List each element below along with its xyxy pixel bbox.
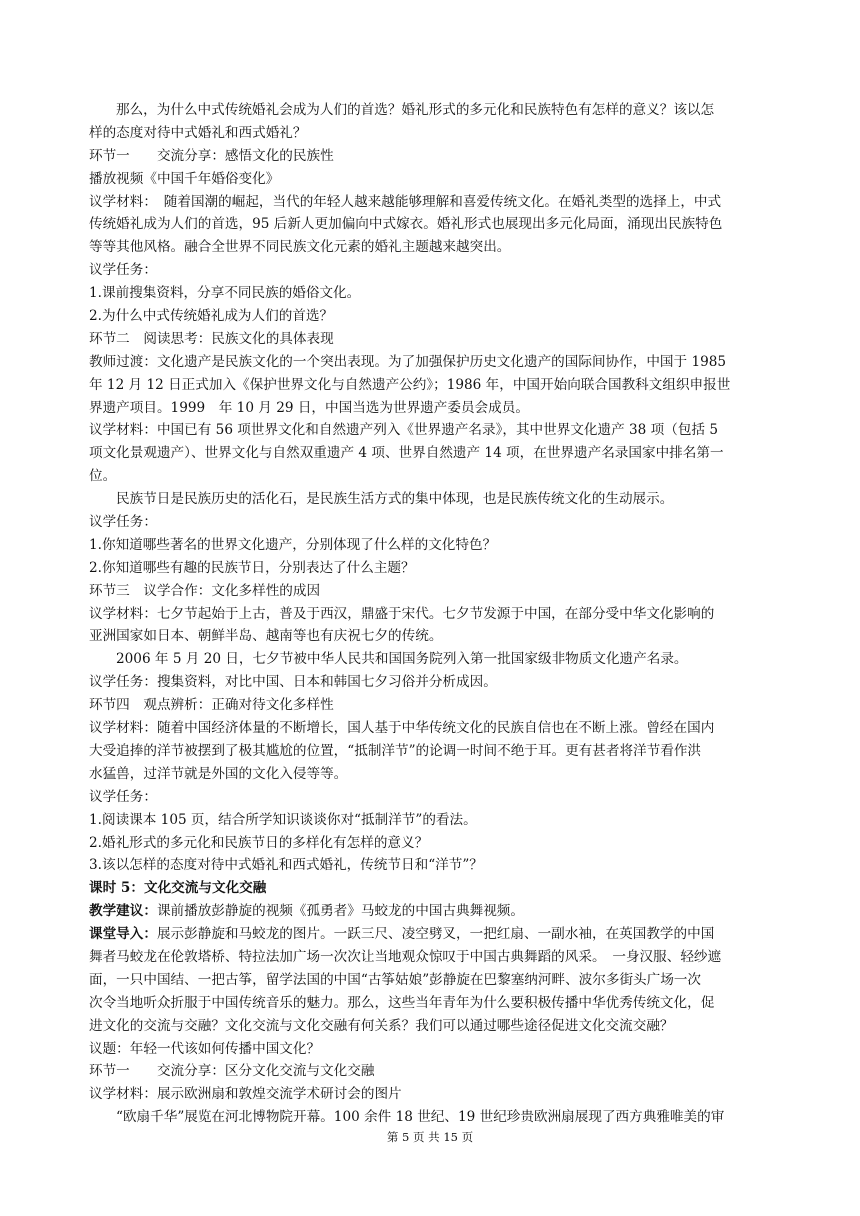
text-line: 议题：年轻一代该如何传播中国文化？ [89,1040,321,1057]
text-line: 2006 年 5 月 20 日，七夕节被中华人民共和国国务院列入第一批国家级非物质文化遗产名录。 [116,651,688,668]
text-line: 次令当地听众折服于中国传统音乐的魅力。那么，这些当年青年为什么要积极传播中华优秀传统文化，促 [89,994,715,1011]
text-line: 进文化的交流与交融？文化交流与文化交融有何关系？我们可以通过哪些途径促进文化交流交融？ [89,1017,674,1034]
text-line: 议学材料：展示欧洲扇和敦煌交流学术研讨会的图片 [89,1086,402,1103]
text-line: 界遗产项目。1999 年 10 月 29 日，中国当选为世界遗产委员会成员。 [89,399,529,416]
text-line: 民族节日是民族历史的活化石，是民族生活方式的集中体现，也是民族传统文化的生动展示。 [116,491,674,508]
section-heading: 环节二 阅读思考：民族文化的具体表现 [89,330,334,347]
text-line: 传统婚礼成为人们的首选，95 后新人更加偏向中式嫁衣。婚礼形式也展现出多元化局面，涌现出民族特色 [89,216,723,233]
text-line: 议学任务： [89,262,157,279]
text-line: 位。 [89,468,117,485]
text-line: 舞者马蛟龙在伦敦塔桥、特拉法加广场一次次让当地观众惊叹于中国古典舞蹈的风采。 一身汉服、轻纱遮 [89,948,722,965]
list-item: 1.课前搜集资料，分享不同民族的婚俗文化。 [89,285,361,302]
text-line: 项文化景观遗产）、世界文化与自然双重遗产 4 项、世界自然遗产 14 项，在世界遗产名录国家中排名第一 [89,445,724,462]
text-line: 大受追捧的洋节被摆到了极其尴尬的位置，“抵制洋节”的论调一时间不绝于耳。更有甚者将洋节看作洪 [89,742,702,759]
text-line: 议学材料：中国已有 56 项世界文化和自然遗产列入《世界遗产名录》，其中世界文化遗产 38 项（包括 5 [89,422,718,439]
text-line [89,900,785,923]
text-line [89,923,785,946]
list-item: 2.婚礼形式的多元化和民族节日的多样化有怎样的意义？ [89,834,429,851]
text-line: 水猛兽，过洋节就是外国的文化入侵等等。 [89,765,348,782]
list-item: 2.你知道哪些有趣的民族节日，分别表达了什么主题？ [89,559,415,576]
list-item: 3.该以怎样的态度对待中式婚礼和西式婚礼，传统节日和“洋节”？ [89,857,483,874]
text-line: 面，一只中国结、一把古筝，留学法国的中国“古筝姑娘”彭静旋在巴黎塞纳河畔、波尔多街头广场一次 [89,971,702,988]
section-heading: 环节三 议学合作：文化多样性的成因 [89,582,321,599]
text-line: 年 12 月 12 日正式加入《保护世界文化与自然遗产公约》；1986 年，中国开始向联合国教科文组织申报世 [89,376,731,393]
text-line: 议学任务： [89,514,157,531]
list-item: 1.阅读课本 105 页，结合所学知识谈谈你对“抵制洋节”的看法。 [89,811,477,828]
text-line: 议学材料：随着中国经济体量的不断增长，国人基于中华传统文化的民族自信也在不断上涨。曾经在国内 [89,720,715,737]
list-item: 2.为什么中式传统婚礼成为人们的首选？ [89,308,334,325]
text-line: 教师过渡：文化遗产是民族文化的一个突出表现。为了加强保护历史文化遗产的国际间协作，中国于 1985 [89,353,727,370]
section-heading: 环节一 交流分享：感悟文化的民族性 [89,147,334,164]
text-line: 播放视频《中国千年婚俗变化》 [89,170,280,187]
text-line: 议学材料：七夕节起始于上古，普及于西汉，鼎盛于宋代。七夕节发源于中国，在部分受中华文化影响的 [89,605,715,622]
teaching-suggestion-text: 课前播放彭静旋的视频《孤勇者》马蛟龙的中国古典舞视频。 [156,903,524,920]
text-line: 议学材料： 随着国潮的崛起，当代的年轻人越来越能够理解和喜爱传统文化。在婚礼类型的选择上，中式 [89,193,722,210]
class-intro-label: 课堂导入： [89,926,157,943]
text-line: 样的态度对待中式婚礼和西式婚礼？ [89,124,307,141]
lesson-title: 课时 5：文化交流与文化交融 [89,880,267,897]
text-line: 议学任务： [89,788,157,805]
page-footer: 第 5 页 共 15 页 [386,1130,474,1144]
class-intro-text: 展示彭静旋和马蛟龙的图片。一跃三尺、凌空劈叉，一把红扇、一副水袖，在英国教学的中国 [156,926,715,943]
text-line: 亚洲国家如日本、朝鲜半岛、越南等也有庆祝七夕的传统。 [89,628,443,645]
text-line: 等等其他风格。融合全世界不同民族文化元素的婚礼主题越来越突出。 [89,239,511,256]
section-heading: 环节四 观点辨析：正确对待文化多样性 [89,697,334,714]
text-line: 那么，为什么中式传统婚礼会成为人们的首选？婚礼形式的多元化和民族特色有怎样的意义？该以怎 [116,102,715,118]
section-heading: 环节一 交流分享：区分文化交流与文化交融 [89,1063,375,1080]
teaching-suggestion-label: 教学建议： [89,903,157,920]
text-line: “欧扇千华”展览在河北博物院开幕。100 余件 18 世纪、19 世纪珍贵欧洲扇展现了西方典雅唯美的审 [116,1109,725,1126]
list-item: 1.你知道哪些著名的世界文化遗产，分别体现了什么样的文化特色？ [89,536,497,553]
document-body [89,99,785,1129]
text-line: 议学任务：搜集资料，对比中国、日本和韩国七夕习俗并分析成因。 [89,674,497,691]
